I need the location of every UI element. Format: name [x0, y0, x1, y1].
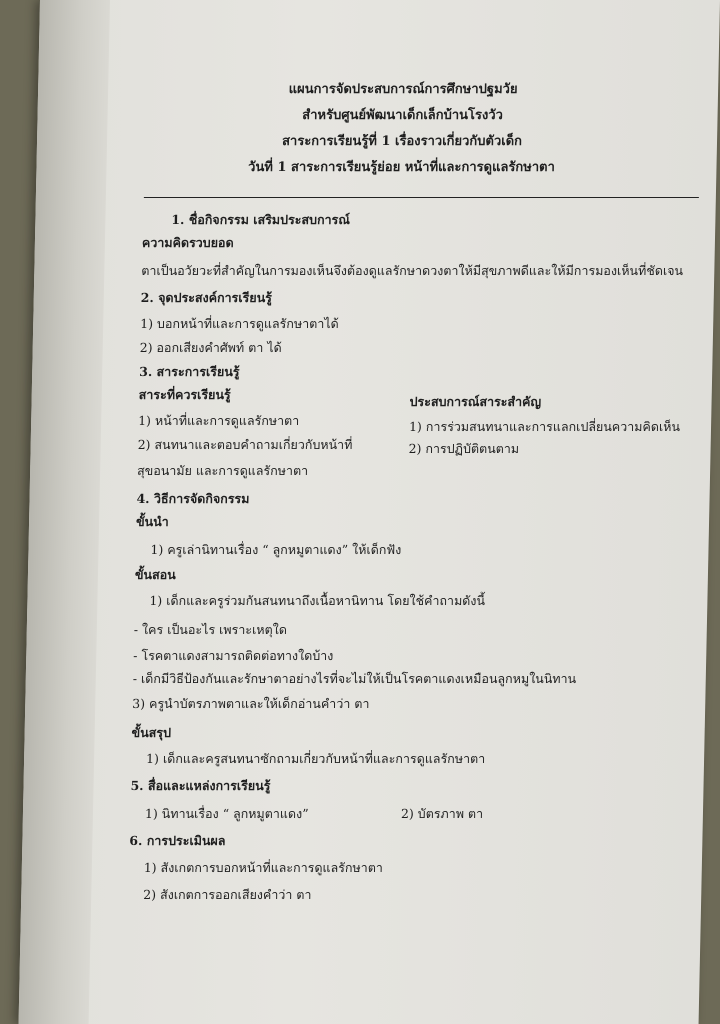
teach-item-3: 3) ครูนำบัตรภาพตาและให้เด็กอ่านคำว่า ตา	[132, 696, 370, 711]
media-item-1: 1) นิทานเรื่อง “ ลูกหมูตาแดง”	[144, 806, 309, 821]
content-right-item-1: 1) การร่วมสนทนาและการแลกเปลี่ยนความคิดเห็น	[408, 419, 681, 434]
teach-heading: ขั้นสอน	[134, 567, 176, 582]
content-right-heading: ประสบการณ์สาระสำคัญ	[409, 394, 542, 409]
document-content	[79, 0, 700, 1024]
header-line-1: แผนการจัดประสบการณ์การศึกษาปฐมวัย	[288, 82, 518, 97]
section-5-heading: 5. สื่อและแหล่งการเรียนรู้	[130, 778, 271, 793]
header-line-4: วันที่ 1 สาระการเรียนรู้ย่อย หน้าที่และการดูแลรักษาตา	[247, 160, 556, 175]
section-3-heading: 3. สาระการเรียนรู้	[139, 364, 240, 379]
content-left-item-1: 1) หน้าที่และการดูแลรักษาตา	[138, 413, 300, 428]
summary-heading: ขั้นสรุป	[131, 725, 172, 740]
content-left-item-3: สุขอนามัย และการดูแลรักษาตา	[136, 463, 309, 478]
section-6-heading: 6. การประเมินผล	[129, 833, 226, 848]
objective-item-1: 1) บอกหน้าที่และการดูแลรักษาตาได้	[140, 316, 339, 331]
evaluation-item-2: 2) สังเกตการออกเสียงคำว่า ตา	[143, 887, 312, 902]
objective-item-2: 2) ออกเสียงคำศัพท์ ตา ได้	[139, 340, 282, 355]
summary-item: 1) เด็กและครูสนทนาซักถามเกี่ยวกับหน้าที่และการดูแลรักษาตา	[145, 751, 486, 766]
content-left-heading: สาระที่ควรเรียนรู้	[138, 387, 231, 402]
question-3: - เด็กมีวิธีป้องกันและรักษาตาอย่างไรที่จะไม่ให้เป็นโรคตาแดงเหมือนลูกหมูในนิทาน	[132, 671, 577, 686]
intro-item: 1) ครูเล่านิทานเรื่อง “ ลูกหมูตาแดง” ให้เด็กฟัง	[150, 542, 402, 557]
evaluation-item-1: 1) สังเกตการบอกหน้าที่และการดูแลรักษาตา	[143, 860, 384, 875]
teach-item-1: 1) เด็กและครูร่วมกันสนทนาถึงเนื้อหานิทาน โดยใช้คำถามดังนี้	[149, 593, 486, 608]
section-1-heading: 1. ชื่อกิจกรรม เสริมประสบการณ์	[171, 212, 351, 227]
question-2: - โรคตาแดงสามารถติดต่อทางใดบ้าง	[133, 648, 334, 663]
media-item-2: 2) บัตรภาพ ตา	[400, 806, 484, 821]
intro-heading: ขั้นนำ	[135, 514, 169, 529]
header-line-2: สำหรับศูนย์พัฒนาเด็กเล็กบ้านโรงวัว	[302, 108, 504, 123]
document-page	[19, 0, 720, 1024]
concept-text: ตาเป็นอวัยวะที่สำคัญในการมองเห็นจึงต้องดูแลรักษาดวงตาให้มีสุขภาพดีและให้มีการมองเห็นที่ชัดเจน	[141, 263, 684, 278]
content-right-item-2: 2) การปฏิบัติตนตาม	[408, 441, 520, 456]
section-2-heading: 2. จุดประสงค์การเรียนรู้	[140, 290, 273, 305]
content-left-item-2: 2) สนทนาและตอบคำถามเกี่ยวกับหน้าที่	[137, 437, 353, 452]
header-line-3: สาระการเรียนรู้ที่ 1 เรื่องราวเกี่ยวกับตัวเด็ก	[281, 134, 523, 149]
question-1: - ใคร เป็นอะไร เพราะเหตุใด	[133, 622, 288, 637]
section-4-heading: 4. วิธีการจัดกิจกรรม	[136, 491, 250, 506]
header-divider	[144, 197, 699, 198]
concept-heading: ความคิดรวบยอด	[141, 235, 234, 250]
